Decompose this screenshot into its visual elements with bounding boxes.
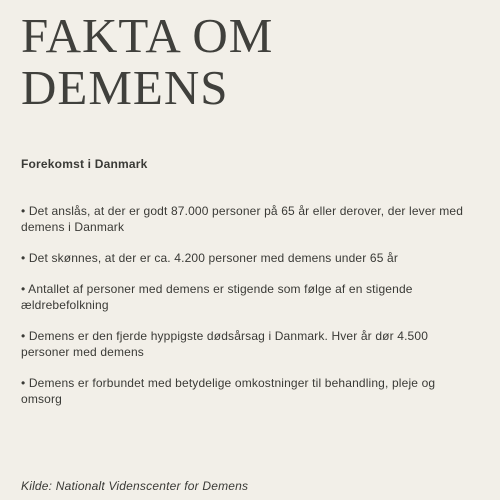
fact-list: [21, 203, 476, 422]
fact-item: • Det skønnes, at der er ca. 4.200 personer med demens under 65 år: [21, 251, 398, 265]
fact-item: • Antallet af personer med demens er stigende som følge af en stigende ældrebefolkning: [21, 282, 413, 312]
fact-item: • Demens er den fjerde hyppigste dødsårsag i Danmark. Hver år dør 4.500 personer med demens: [21, 329, 429, 359]
section-heading: Forekomst i Danmark: [21, 157, 148, 171]
title-line-2: DEMENS: [21, 60, 229, 115]
title-line-1: FAKTA OM: [21, 8, 274, 63]
fact-item: • Det anslås, at der er godt 87.000 personer på 65 år eller derover, der lever med demens i Danmark: [21, 204, 464, 234]
fact-item: • Demens er forbundet med betydelige omkostninger til behandling, pleje og omsorg: [21, 376, 436, 406]
source-credit: Kilde: Nationalt Videnscenter for Demens: [21, 479, 249, 493]
page-title: [21, 10, 273, 114]
